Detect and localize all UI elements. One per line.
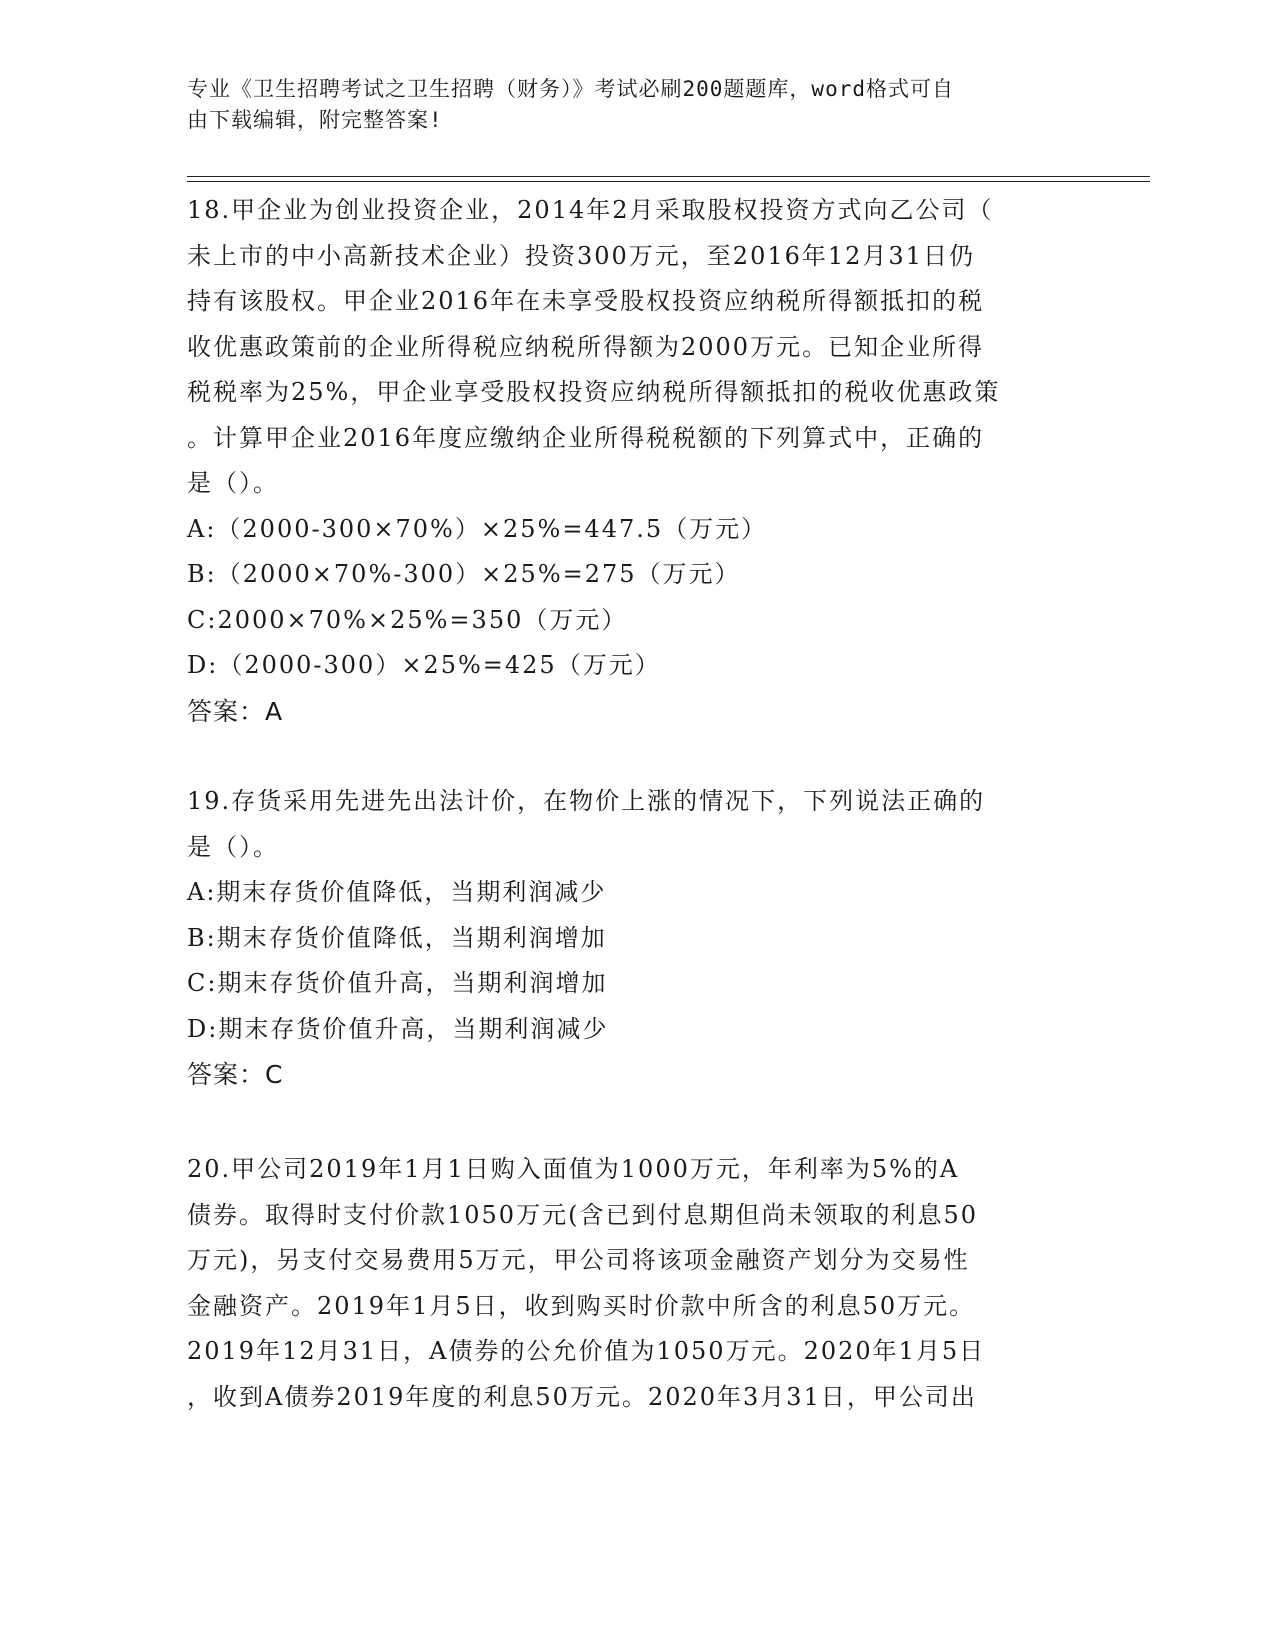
document-header: 专业《卫生招聘考试之卫生招聘（财务）》考试必刷200题题库，word格式可自 由下载编辑，附完整答案! xyxy=(187,77,954,132)
option-c: C:期末存货价值升高，当期利润增加 xyxy=(187,969,608,997)
question-text: 18.甲企业为创业投资企业，2014年2月采取股权投资方式向乙公司（ 未上市的中小高新技术企业）投资300万元，至2016年12月31日仍 持有该股权。甲企业2016年在未享受股权投资应纳税所得额抵扣的税 收优惠政策前的企业所得税应纳税所得额为2000万元。已知企业所得 税税率为25%，甲企业享受股权投资应纳税所得额抵扣的税收优惠政策 。计算甲企业2016年度应缴纳企业所得税税额的下列算式中，正确的 是（）。 xyxy=(187,196,1001,497)
option-a: A:期末存货价值降低，当期利润减少 xyxy=(187,878,607,906)
option-a: A:（2000-300×70%）×25%=447.5（万元） xyxy=(187,514,768,543)
header-divider-bottom xyxy=(187,181,1150,182)
option-b: B:期末存货价值降低，当期利润增加 xyxy=(187,923,607,952)
option-b: B:（2000×70%-300）×25%=275（万元） xyxy=(187,560,741,588)
question-text: 20.甲公司2019年1月1日购入面值为1000万元，年利率为5%的A 债券。取得时支付价款1050万元(含已到付息期但尚未领取的利息50 万元)，另支付交易费用5万元，甲公司将该项金融资产划分为交易性 金融资产。2019年1月5日，收到购买时价款中所含的利息50万元。 2019年12月31日，A债券的公允价值为1050万元。2020年1月5日 ，收到A债券2019年度的利息50万元。2020年3月31日，甲公司出 xyxy=(187,1155,986,1411)
answer: 答案：A xyxy=(187,696,284,726)
question-20 xyxy=(187,1147,1087,1420)
header-divider-top xyxy=(187,176,1150,177)
question-text: 19.存货采用先进先出法计价，在物价上涨的情况下，下列说法正确的 是（）。 xyxy=(187,787,986,861)
option-c: C:2000×70%×25%=350（万元） xyxy=(187,605,628,634)
answer: 答案：C xyxy=(187,1060,284,1089)
question-18 xyxy=(187,188,1087,734)
question-19 xyxy=(187,779,1087,1098)
option-d: D:期末存货价值升高，当期利润减少 xyxy=(187,1014,609,1043)
option-d: D:（2000-300）×25%=425（万元） xyxy=(187,651,661,679)
